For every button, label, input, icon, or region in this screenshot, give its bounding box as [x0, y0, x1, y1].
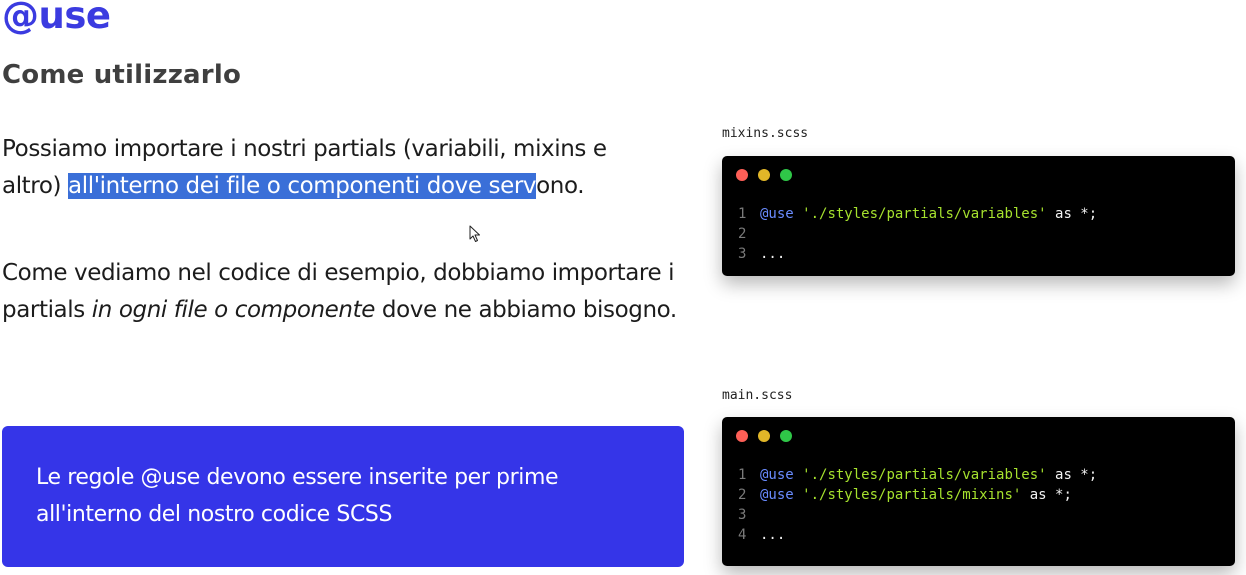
code-text: ... [760, 527, 786, 543]
maximize-dot-icon [780, 169, 792, 181]
page-title: @use [2, 0, 111, 37]
explanation-text-start: Come vediamo nel codice di esempio, dobbiamo importare i partials [2, 260, 675, 323]
code-string: './styles/partials/mixins' [802, 487, 1022, 503]
maximize-dot-icon [780, 430, 792, 442]
code-string: './styles/partials/variables' [802, 467, 1047, 483]
code-line [738, 465, 1097, 485]
mouse-pointer-icon [469, 225, 481, 243]
code-text: as *; [1046, 467, 1098, 483]
line-number: 3 [738, 507, 747, 523]
line-number: 1 [738, 206, 747, 222]
code-keyword: @use [760, 467, 794, 483]
window-controls [736, 169, 792, 181]
intro-text-end: ono. [536, 173, 585, 199]
code-window [722, 156, 1235, 276]
section-subtitle: Come utilizzarlo [2, 60, 242, 90]
window-controls [736, 430, 792, 442]
code-line [738, 525, 1097, 545]
code-text: ... [760, 246, 786, 262]
code-line [738, 505, 1097, 525]
code-line [738, 244, 1097, 264]
line-number: 1 [738, 467, 747, 483]
emphasis-text: in ogni file o componente [91, 297, 375, 323]
snippet-filename: mixins.scss [722, 126, 809, 141]
line-number: 2 [738, 487, 747, 503]
code-text: as *; [1021, 487, 1072, 503]
code-keyword: @use [760, 487, 794, 503]
code-line [738, 204, 1097, 224]
code-text: as *; [1046, 206, 1098, 222]
code-block [738, 204, 1097, 264]
line-number: 2 [738, 226, 747, 242]
code-block [738, 465, 1097, 545]
note-callout [2, 426, 684, 567]
close-dot-icon [736, 169, 748, 181]
code-line [738, 224, 1097, 244]
intro-text-start: Possiamo importare i nostri partials (variabili, mixins e altro) [2, 136, 607, 199]
note-text: Le regole @use devono essere inserite per prime all'interno del nostro codice SCSS [36, 465, 559, 527]
code-window [722, 417, 1235, 566]
explanation-paragraph [2, 255, 692, 329]
close-dot-icon [736, 430, 748, 442]
minimize-dot-icon [758, 430, 770, 442]
snippet-filename: main.scss [722, 388, 793, 403]
intro-paragraph [2, 131, 662, 205]
explanation-text-end: dove ne abbiamo bisogno. [374, 297, 677, 323]
code-string: './styles/partials/variables' [802, 206, 1047, 222]
selected-text[interactable]: all'interno dei file o componenti dove serv [68, 173, 537, 199]
line-number: 4 [738, 527, 747, 543]
line-number: 3 [738, 246, 747, 262]
code-keyword: @use [760, 206, 794, 222]
minimize-dot-icon [758, 169, 770, 181]
code-line [738, 485, 1097, 505]
